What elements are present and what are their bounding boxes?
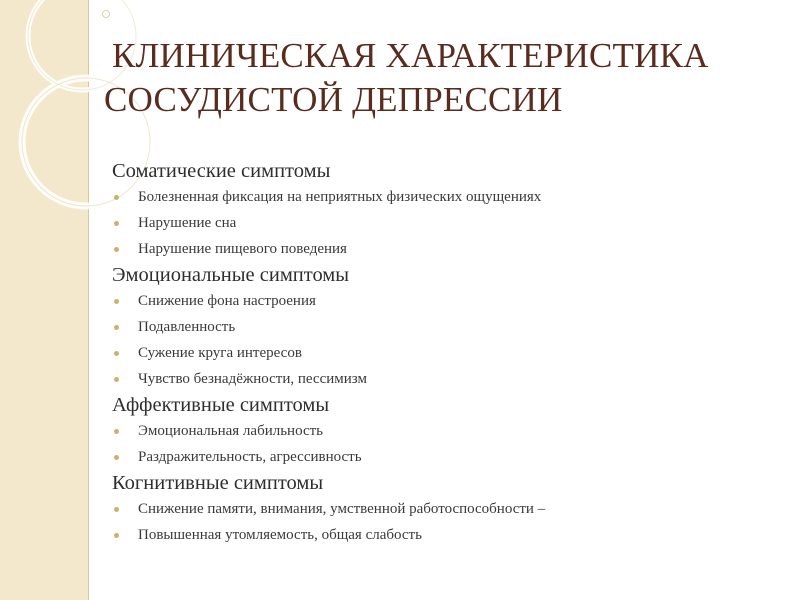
list-item-text: Повышенная утомляемость, общая слабость bbox=[138, 527, 422, 543]
list-item-text: Сужение круга интересов bbox=[138, 345, 302, 361]
section-heading: Когнитивные симптомы bbox=[112, 472, 324, 494]
bullet-icon bbox=[114, 325, 119, 330]
list-item bbox=[112, 210, 772, 236]
list-item-text: Снижение фона настроения bbox=[138, 293, 316, 309]
bullet-icon bbox=[114, 507, 119, 512]
list-item-text: Болезненная фиксация на неприятных физических ощущениях bbox=[138, 189, 542, 205]
bullet-icon bbox=[114, 247, 119, 252]
section-emotional bbox=[112, 262, 772, 392]
bullet-icon bbox=[114, 351, 119, 356]
title-line-1: КЛИНИЧЕСКАЯ ХАРАКТЕРИСТИКА bbox=[112, 36, 709, 75]
symptom-list bbox=[112, 158, 772, 548]
section-heading: Аффективные симптомы bbox=[112, 394, 330, 416]
list-item bbox=[112, 444, 772, 470]
list-item bbox=[112, 418, 772, 444]
bullet-icon bbox=[114, 455, 119, 460]
bullet-icon bbox=[114, 299, 119, 304]
bullet-icon bbox=[114, 195, 119, 200]
section-affective bbox=[112, 392, 772, 470]
bullet-icon bbox=[114, 533, 119, 538]
section-cognitive bbox=[112, 470, 772, 548]
section-heading: Эмоциональные симптомы bbox=[112, 264, 350, 286]
title-line-2: СОСУДИСТОЙ ДЕПРЕССИИ bbox=[104, 80, 563, 119]
list-item bbox=[112, 340, 772, 366]
bullet-icon bbox=[114, 377, 119, 382]
list-item bbox=[112, 496, 772, 522]
list-item-text: Нарушение сна bbox=[138, 215, 237, 231]
list-item-text: Подавленность bbox=[138, 319, 236, 335]
list-item bbox=[112, 236, 772, 262]
list-item bbox=[112, 522, 772, 548]
list-item bbox=[112, 314, 772, 340]
list-item bbox=[112, 288, 772, 314]
list-item-text: Чувство безнадёжности, пессимизм bbox=[138, 371, 367, 387]
list-item-text: Нарушение пищевого поведения bbox=[138, 241, 347, 257]
section-somatic bbox=[112, 158, 772, 262]
list-item-text: Снижение памяти, внимания, умственной работоспособности – bbox=[138, 501, 546, 517]
list-item bbox=[112, 366, 772, 392]
section-heading: Соматические симптомы bbox=[112, 160, 331, 182]
slide-title bbox=[104, 34, 764, 122]
bullet-icon bbox=[114, 221, 119, 226]
list-item bbox=[112, 184, 772, 210]
list-item-text: Раздражительность, агрессивность bbox=[138, 449, 362, 465]
bullet-icon bbox=[114, 429, 119, 434]
list-item-text: Эмоциональная лабильность bbox=[138, 423, 324, 439]
